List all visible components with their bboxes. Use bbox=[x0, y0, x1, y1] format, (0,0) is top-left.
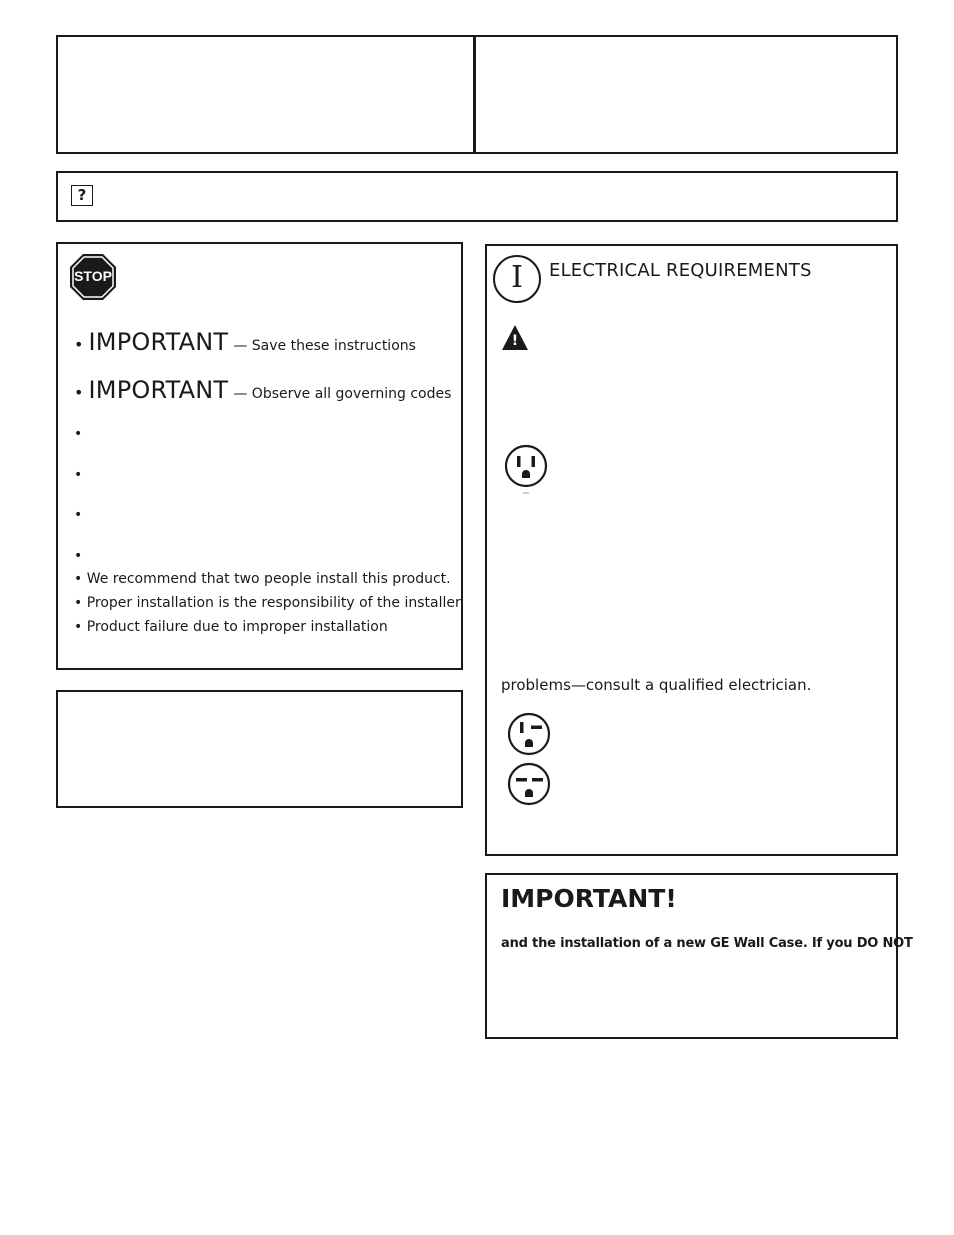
important-text: — Save these instructions bbox=[233, 338, 416, 354]
outlet-t-slot-icon bbox=[507, 712, 553, 758]
important-text: — Observe all governing codes bbox=[233, 386, 452, 402]
outlet-horizontal-icon bbox=[507, 762, 553, 808]
info-badge-icon bbox=[493, 255, 541, 303]
bullet: • bbox=[74, 383, 84, 402]
note-installer-responsibility: • Proper installation is the responsibility of the installer. bbox=[74, 595, 464, 611]
electrical-box bbox=[485, 244, 898, 856]
safety-box bbox=[56, 242, 463, 670]
help-box bbox=[56, 171, 898, 222]
consult-electrician-text: problems—consult a qualified electrician. bbox=[501, 676, 812, 694]
important-item-2 bbox=[74, 376, 451, 404]
important-notice-title: IMPORTANT! bbox=[501, 884, 677, 913]
empty-bullet-3: • bbox=[74, 507, 83, 523]
important-label: IMPORTANT bbox=[88, 328, 229, 356]
note-product-failure: • Product failure due to improper installation bbox=[74, 619, 388, 635]
electrical-title: ELECTRICAL REQUIREMENTS bbox=[549, 260, 812, 281]
important-notice-box bbox=[485, 873, 913, 1039]
empty-bullet-4: • bbox=[74, 548, 83, 564]
bullet: • bbox=[74, 335, 84, 354]
empty-bullet-2: • bbox=[74, 467, 83, 483]
info-badge-letter: I bbox=[511, 260, 523, 295]
important-item-1 bbox=[74, 328, 416, 356]
header-box-left bbox=[56, 35, 476, 154]
stop-sign-icon bbox=[69, 253, 117, 301]
stop-sign-text: STOP bbox=[74, 268, 112, 284]
warning-icon bbox=[501, 324, 529, 352]
warning-icon-glyph: ! bbox=[511, 333, 519, 349]
question-icon bbox=[71, 185, 93, 206]
header-box-right bbox=[473, 35, 898, 154]
note-two-people: • We recommend that two people install this product. bbox=[74, 571, 451, 587]
outlet-3prong-icon bbox=[503, 442, 551, 496]
question-icon-glyph: ? bbox=[77, 186, 87, 204]
important-notice-text: and the installation of a new GE Wall Case. If you DO NOT bbox=[501, 936, 913, 951]
blank-box bbox=[56, 690, 463, 808]
important-label: IMPORTANT bbox=[88, 376, 229, 404]
empty-bullet-1: • bbox=[74, 426, 83, 442]
